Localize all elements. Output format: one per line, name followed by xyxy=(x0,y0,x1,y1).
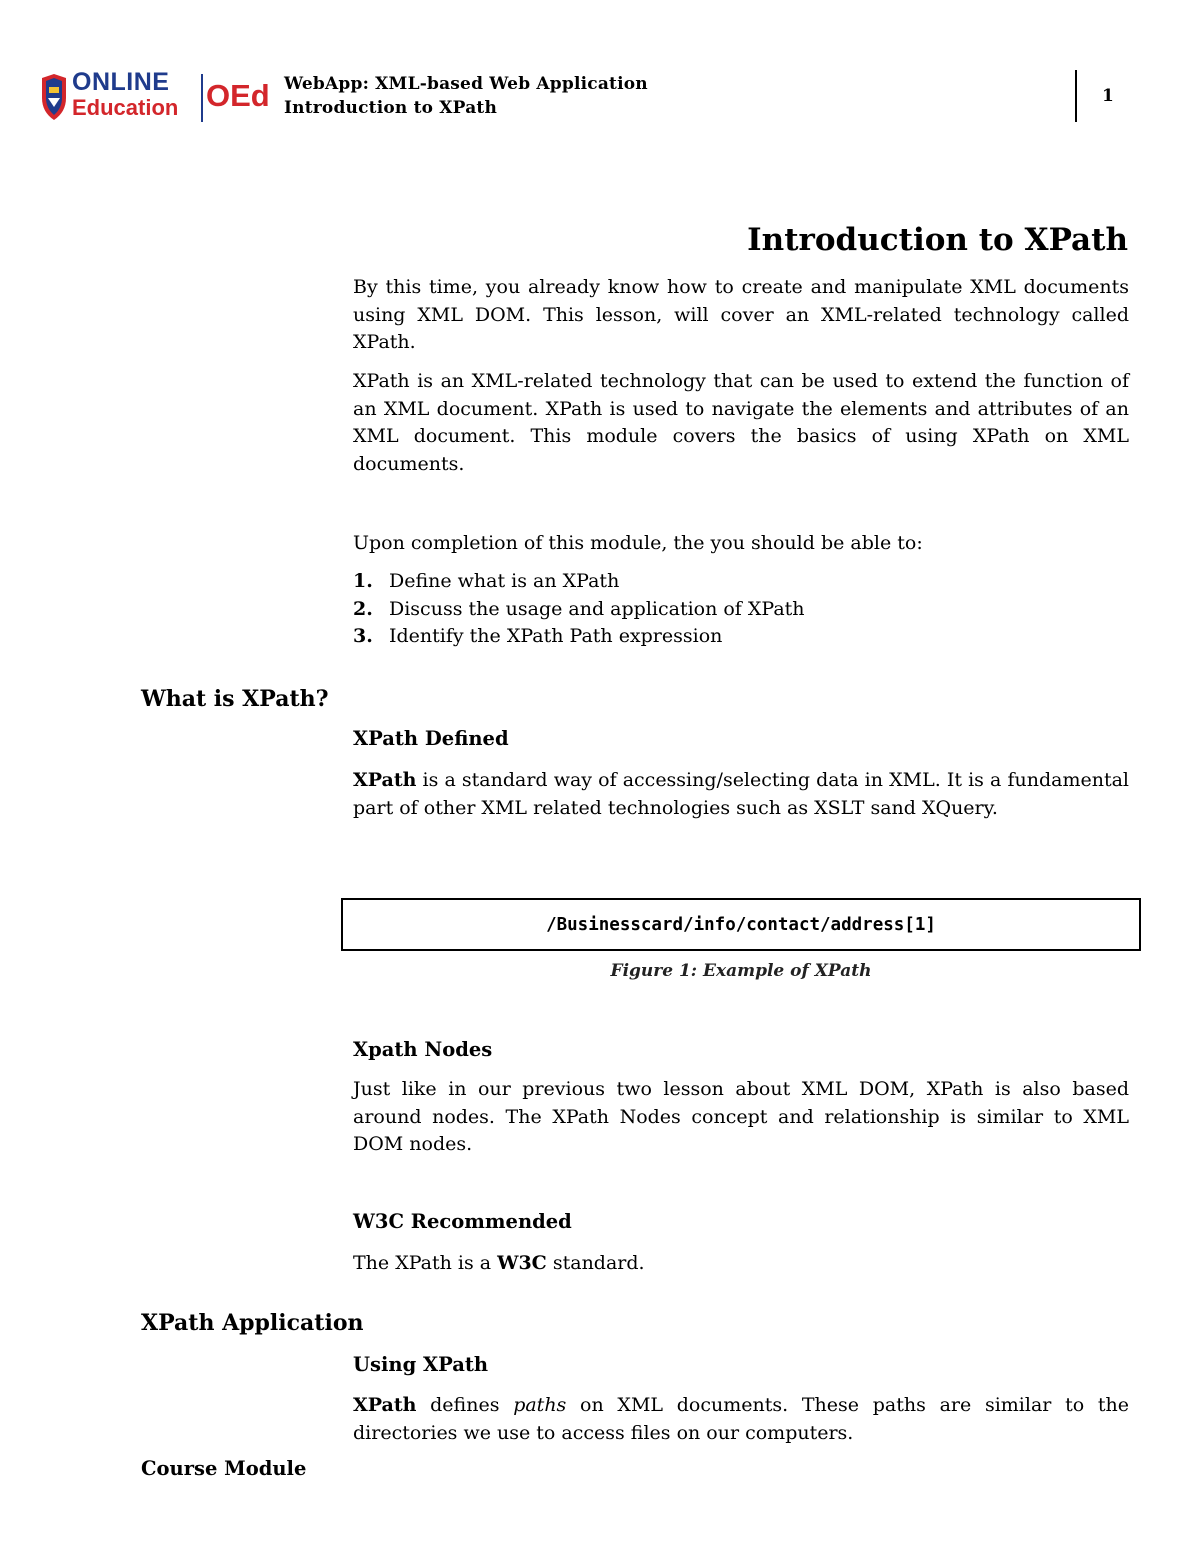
logo-education-text: Education xyxy=(72,95,179,120)
page-header xyxy=(38,68,1138,128)
subheading-xpath-nodes: Xpath Nodes xyxy=(353,1038,493,1061)
logo-online-text: ONLINE xyxy=(72,68,170,96)
section-heading-what-is-xpath: What is XPath? xyxy=(141,686,329,712)
figure-caption: Figure 1: Example of XPath xyxy=(610,961,872,981)
online-education-logo xyxy=(38,68,270,124)
subheading-w3c-recommended: W3C Recommended xyxy=(353,1210,572,1233)
header-divider xyxy=(1075,70,1077,122)
subheading-xpath-defined: XPath Defined xyxy=(353,727,509,750)
using-xpath-paragraph: XPath defines paths on XML documents. These paths are similar to the directories we use to access files on our computers. xyxy=(353,1394,1130,1444)
xpath-nodes-paragraph: Just like in our previous two lesson about XML DOM, XPath is also based around nodes. The XPath Nodes concept and relationship is similar to XML DOM nodes. xyxy=(353,1078,1129,1155)
intro-paragraph-2: XPath is an XML-related technology that can be used to extend the function of an XML document. XPath is used to navigate the elements and attributes of an XML document. This module covers the basics of using XPath on XML documents. xyxy=(353,370,1129,475)
shield-logo-icon xyxy=(38,72,70,122)
objectives-list xyxy=(353,568,805,651)
page-number: 1 xyxy=(1102,86,1114,106)
subheading-using-xpath: Using XPath xyxy=(353,1353,489,1376)
list-item: 3. Identify the XPath Path expression xyxy=(353,625,723,647)
page-title: Introduction to XPath xyxy=(747,222,1128,258)
list-item: 2. Discuss the usage and application of XPath xyxy=(353,597,805,620)
xpath-defined-paragraph: XPath is a standard way of accessing/selecting data in XML. It is a fundamental part of other XML related technologies such as XSLT sand XQuery. xyxy=(353,769,1129,819)
header-topic: Introduction to XPath xyxy=(284,98,498,118)
objectives-lead: Upon completion of this module, the you should be able to: xyxy=(353,532,923,554)
intro-paragraph-1: By this time, you already know how to create and manipulate XML documents using XML DOM. This lesson, will cover an XML-related technology called XPath. xyxy=(353,276,1129,353)
list-item: 1. Define what is an XPath xyxy=(353,570,620,592)
xpath-example-code: /Businesscard/info/contact/address[1] xyxy=(546,914,936,935)
logo-divider xyxy=(201,74,203,122)
header-course: WebApp: XML-based Web Application xyxy=(284,74,648,94)
footer-course-module: Course Module xyxy=(141,1457,307,1480)
section-heading-xpath-application: XPath Application xyxy=(141,1310,364,1336)
w3c-paragraph: The XPath is a W3C standard. xyxy=(353,1252,645,1274)
logo-oed-text: OEd xyxy=(206,78,270,113)
header-titles xyxy=(284,72,648,120)
xpath-example-box xyxy=(341,898,1141,951)
